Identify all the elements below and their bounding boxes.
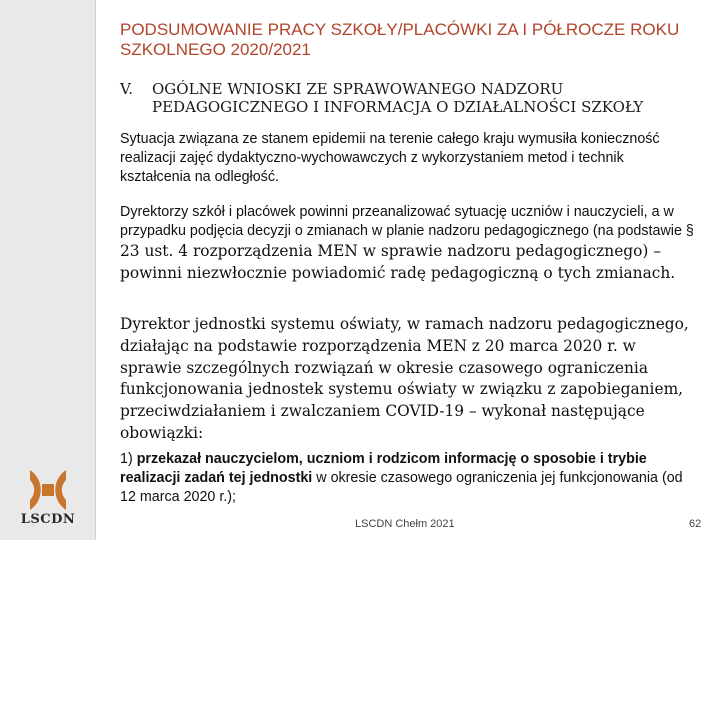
list-item-1	[120, 450, 695, 507]
list-item-1-bold: przekazał nauczycielom, uczniom i rodzicom informację o sposobie i trybie realizacji zadań tej jednostki	[120, 451, 647, 486]
page-number: 62	[689, 518, 702, 530]
footer-center-text: LSCDN Chełm 2021	[355, 518, 455, 530]
paragraph-directors	[120, 203, 695, 285]
paragraph-directors-part1: Dyrektorzy szkół i placówek powinni przeanalizować sytuację uczniów i nauczycieli, a w przypadku podjęcia decyzji o zmianach w planie nadzoru pedagogicznego (na podstawie §	[120, 204, 694, 239]
paragraph-director-duties: Dyrektor jednostki systemu oświaty, w ramach nadzoru pedagogicznego, działając na podstawie rozporządzenia MEN z 20 marca 2020 r. w sprawie szczególnych rozwiązań w okresie czasowego ograniczenia funkcjonowania jednostek systemu oświaty w związku z zapobieganiem, przeciwdziałaniem i zwalczaniem COVID-19 – wykonał następujące obowiązki:	[120, 315, 689, 442]
sidebar-divider	[95, 0, 96, 540]
list-item-1-number: 1)	[120, 451, 137, 467]
slide-title: PODSUMOWANIE PRACY SZKOŁY/PLACÓWKI ZA I PÓŁROCZE ROKU SZKOLNEGO 2020/2021	[120, 20, 680, 59]
left-sidebar-band	[0, 0, 95, 540]
paragraph-directors-part2: 23 ust. 4 rozporządzenia MEN w sprawie nadzoru pedagogicznego) – powinni niezwłocznie powiadomić radę pedagogiczną o tych zmianach.	[120, 242, 676, 282]
lscdn-mark-icon	[6, 466, 90, 512]
list-item-1-rest: w okresie czasowego ograniczenia jej funkcjonowania (od 12 marca 2020 r.);	[120, 470, 683, 505]
section-number: V.	[120, 80, 133, 98]
lscdn-brand	[6, 466, 90, 536]
paragraph-epidemic: Sytuacja związana ze stanem epidemii na terenie całego kraju wymusiła konieczność realizacji zajęć dydaktyczno-wychowawczych z wykorzystaniem metod i technik kształcenia na odległość.	[120, 131, 660, 185]
logo-text: LSCDN	[20, 512, 76, 527]
lscdn-logo-visible	[10, 642, 88, 702]
section-title: OGÓLNE WNIOSKI ZE SPRAWOWANEGO NADZORU PEDAGOGICZNEGO I INFORMACJA O DZIAŁALNOŚCI SZKOŁY	[152, 80, 644, 116]
section-heading	[120, 80, 700, 116]
